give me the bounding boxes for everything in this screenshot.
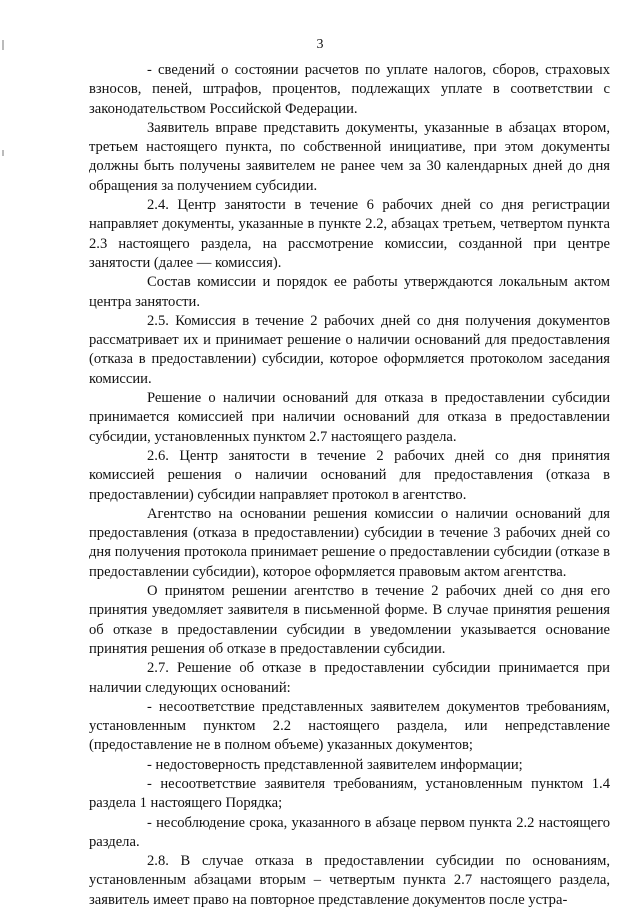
paragraph: 2.4. Центр занятости в течение 6 рабочих дней со дня регистрации направляет документы, указанные в пункте 2.2, абзацах третьем, четвертом пункта 2.3 настоящего раздела, на рассмотрение комиссии, созданной при центре занятости (далее — комиссия). xyxy=(89,197,610,271)
paragraph: Решение о наличии оснований для отказа в предоставлении субсидии принимается комиссией при наличии оснований для отказа в предоставлении субсидии, установленных пунктом 2.7 настоящего раздела. xyxy=(89,390,610,445)
list-item: - недостоверность представленной заявителем информации; xyxy=(147,756,523,773)
paragraph: 2.8. В случае отказа в предоставлении субсидии по основаниям, установленным абзацами вторым – четвертым пункта 2.7 настоящего раздела, заявитель имеет право на повторное представление документов после устра- xyxy=(89,853,610,908)
paragraph: - сведений о состоянии расчетов по уплате налогов, сборов, страховых взносов, пеней, штрафов, процентов, подлежащих уплате в соответствии с законодательством Российской Федерации. xyxy=(89,62,610,117)
paragraph: 2.7. Решение об отказе в предоставлении субсидии принимается при наличии следующих оснований: xyxy=(89,660,610,696)
paragraph: 2.5. Комиссия в течение 2 рабочих дней со дня получения документов рассматривает их и принимает решение о наличии оснований для предоставления (отказа в предоставлении) субсидии, которое оформляется протоколом заседания комиссии. xyxy=(89,312,610,387)
page-number: 3 xyxy=(316,37,324,52)
paragraph: Состав комиссии и порядок ее работы утверждаются локальным актом центра занятости. xyxy=(89,274,610,310)
scan-margin-mark xyxy=(2,150,4,156)
paragraph: Заявитель вправе представить документы, указанные в абзацах втором, третьем настоящего пункта, по собственной инициативе, при этом документы должны быть получены заявителем не ранее чем за 30 календарных дней до дня обращения за получением субсидии. xyxy=(89,119,610,194)
list-item: - несоответствие представленных заявителем документов требованиям, установленным пунктом 2.2 настоящего раздела, или непредставление (предоставление не в полном объеме) указанных документов; xyxy=(89,698,610,754)
document-body xyxy=(89,61,610,910)
list-item: - несоответствие заявителя требованиям, установленным пунктом 1.4 раздела 1 настоящего Порядка; xyxy=(89,775,610,812)
list-item: - несоблюдение срока, указанного в абзаце первом пункта 2.2 настоящего раздела. xyxy=(89,814,610,850)
paragraph: 2.6. Центр занятости в течение 2 рабочих дней со дня принятия комиссией решения о наличии оснований для предоставления (отказа в предоставлении) субсидии направляет протокол в агентство. xyxy=(89,447,610,503)
paragraph: О принятом решении агентство в течение 2 рабочих дней со дня его принятия уведомляет заявителя в письменной форме. В случае принятия решения об отказе в предоставлении субсидии в уведомлении указывается основание принятия решения об отказе в предоставлении субсидии. xyxy=(89,583,610,657)
paragraph: Агентство на основании решения комиссии о наличии оснований для предоставления (отказа в предоставлении) субсидии в течение 3 рабочих дней со дня получения протокола принимает решение о предоставлении субсидии (отказе в предоставлении субсидии), которое оформляется правовым актом агентства. xyxy=(89,505,610,580)
